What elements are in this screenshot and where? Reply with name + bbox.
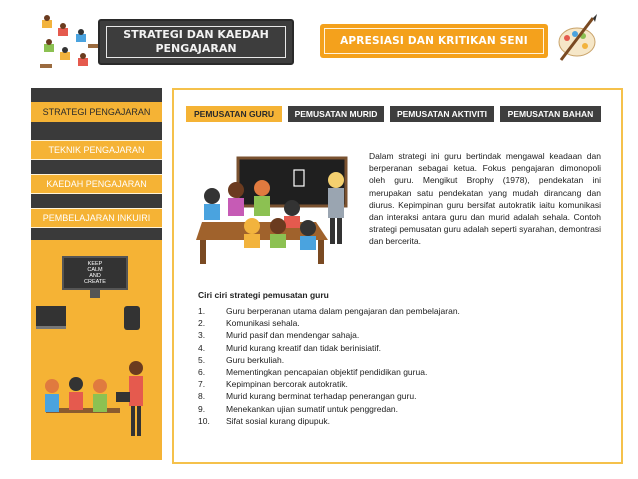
characteristics-list bbox=[198, 305, 460, 427]
sidebar-item-teknik-pengajaran[interactable] bbox=[31, 140, 162, 160]
sidebar-item-label: PEMBELAJARAN INKUIRI bbox=[42, 213, 151, 223]
list-item bbox=[198, 403, 460, 415]
list-number: 8. bbox=[198, 391, 206, 402]
list-item bbox=[198, 366, 460, 378]
monitor-stand-icon bbox=[90, 290, 100, 298]
list-text: Mementingkan pencapaian objektif pendidikan gurua. bbox=[226, 367, 428, 378]
list-text: Sifat sosial kurang dipupuk. bbox=[226, 415, 330, 426]
sidebar-item-pembelajaran-inkuiri[interactable] bbox=[31, 208, 162, 228]
list-item bbox=[198, 378, 460, 390]
list-number: 5. bbox=[198, 354, 206, 365]
poster-line2: CALM bbox=[87, 267, 103, 273]
poster-line4: CREATE bbox=[84, 279, 106, 285]
sidebar-item-kaedah-pengajaran[interactable] bbox=[31, 174, 162, 194]
list-number: 2. bbox=[198, 318, 206, 329]
list-text: Murid pasif dan mendengar sahaja. bbox=[226, 330, 360, 341]
list-item bbox=[198, 354, 460, 366]
topic-banner-text: APRESIASI DAN KRITIKAN SENI bbox=[324, 28, 544, 54]
list-item bbox=[198, 390, 460, 402]
sidebar-item-strategi-pengajaran[interactable] bbox=[31, 102, 162, 122]
tab-pemusatan-murid[interactable] bbox=[288, 106, 384, 122]
sidebar-item-label: KAEDAH PENGAJARAN bbox=[46, 179, 147, 189]
list-number: 6. bbox=[198, 367, 206, 378]
list-text: Guru berperanan utama dalam pengajaran dan pembelajaran. bbox=[226, 306, 460, 316]
list-item bbox=[198, 329, 460, 341]
list-item bbox=[198, 317, 460, 329]
list-title: Ciri ciri strategi pemusatan guru bbox=[198, 290, 329, 300]
list-text: Murid kurang kreatif dan tidak berinisiatif. bbox=[226, 342, 381, 353]
tab-pemusatan-bahan[interactable] bbox=[500, 106, 601, 122]
tab-pemusatan-aktiviti[interactable] bbox=[390, 106, 494, 122]
poster-line1: KEEP bbox=[87, 261, 103, 267]
list-number: 7. bbox=[198, 379, 206, 390]
paintbrush-hand-icon bbox=[555, 12, 599, 64]
list-number: 4. bbox=[198, 342, 206, 353]
tab-pemusatan-guru[interactable] bbox=[186, 106, 282, 122]
list-text: Guru berkuliah. bbox=[226, 354, 285, 365]
topic-banner bbox=[320, 24, 548, 58]
list-text: Komunikasi sehala. bbox=[226, 318, 300, 329]
page-title-line2: PENGAJARAN bbox=[155, 42, 237, 55]
group-people-illustration-icon bbox=[32, 356, 160, 446]
list-item bbox=[198, 342, 460, 354]
teacher-classroom-illustration-icon bbox=[196, 152, 360, 270]
sidebar-menu bbox=[31, 88, 162, 240]
tab-label: PEMUSATAN MURID bbox=[294, 109, 378, 119]
intro-paragraph: Dalam strategi ini guru bertindak mengawal keadaan dan berperanan sebagai ketua. Fokus pengajaran dimonopoli oleh guru. Mengikut Brophy (1978), pendekatan ini merupakan satu pendekatan yang mudah dirancang dan diurus. Kepimpinan guru bersifat autokratik iaitu komunikasi dan interaksi antara guru dan murid adalah sehala. Contoh strategi pemusatan guru adalah seperti syarahan, demontrasi dan bercerita. bbox=[369, 151, 601, 247]
tablet-icon bbox=[124, 306, 140, 330]
sidebar-item-label: TEKNIK PENGAJARAN bbox=[48, 145, 145, 155]
list-number: 9. bbox=[198, 403, 206, 414]
keep-calm-monitor-icon bbox=[62, 256, 128, 290]
laptop-icon bbox=[36, 306, 66, 329]
list-number: 10. bbox=[198, 415, 210, 426]
list-item bbox=[198, 305, 460, 317]
page-title-line1: STRATEGI DAN KAEDAH bbox=[123, 28, 269, 41]
sidebar-item-label: STRATEGI PENGAJARAN bbox=[42, 107, 151, 117]
list-text: Menekankan ujian sumatif untuk penggredan. bbox=[226, 403, 399, 414]
list-text: Murid kurang berminat terhadap penerangan guru. bbox=[226, 391, 417, 402]
list-number: 3. bbox=[198, 330, 206, 341]
tab-label: PEMUSATAN AKTIVITI bbox=[396, 109, 488, 119]
list-text: Kepimpinan bercorak autokratik. bbox=[226, 379, 348, 390]
list-item bbox=[198, 415, 460, 427]
tab-label: PEMUSATAN GURU bbox=[194, 109, 274, 119]
tab-label: PEMUSATAN BAHAN bbox=[507, 109, 594, 119]
classroom-illustration-icon bbox=[36, 14, 102, 76]
poster-line3: AND bbox=[89, 273, 101, 279]
page-title-box bbox=[98, 19, 294, 65]
list-number: 1. bbox=[198, 306, 206, 316]
